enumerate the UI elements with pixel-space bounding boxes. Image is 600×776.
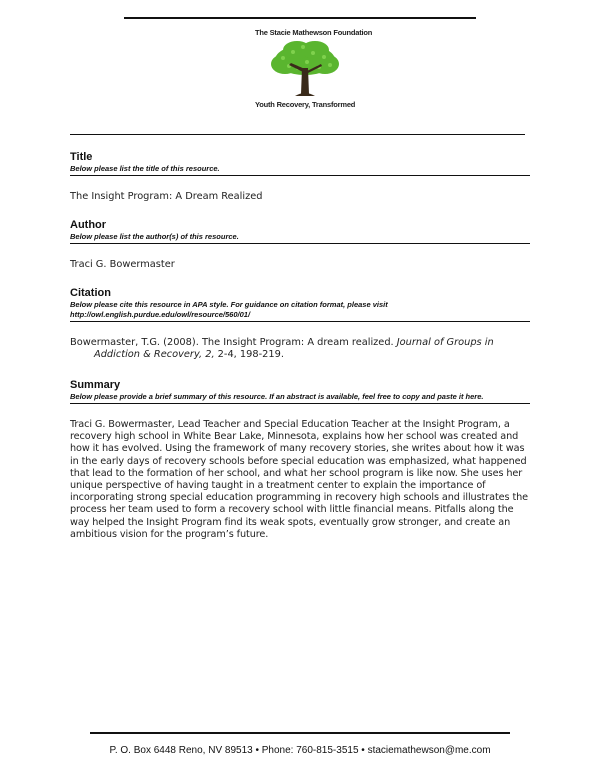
citation-authors-title: Bowermaster, T.G. (2008). The Insight Program: A dream realized. <box>70 337 397 348</box>
citation-guide-link[interactable]: http://owl.english.purdue.edu/owl/resource/560/01/ <box>70 310 251 319</box>
citation-instruction: Below please cite this resource in APA style. For guidance on citation format, please visit <box>70 300 388 309</box>
foundation-logo <box>255 28 373 112</box>
citation-value <box>70 337 530 361</box>
title-section <box>70 151 530 203</box>
title-instruction: Below please list the title of this resource. <box>70 164 220 173</box>
footer-rule <box>90 732 510 734</box>
summary-value: Traci G. Bowermaster, Lead Teacher and Special Education Teacher at the Insight Program, a recovery high school in White Bear Lake, Minnesota, explains how her school was created and how it has evolved. Using the framework of many recovery stories, she writes about how it was in the early days of recovery schools before special education was emphasized, what happened that lead to the formation of her school, and what her school program is like now. She uses her unique perspective of having taught in a treatment center to explain the importance of incorporating strong special education programming in recovery high schools and illustrates the process her team used to form a recovery school with little financial means. Pitfalls along the way helped the Insight Program find its weak spots, eventually grow stronger, and create an ambitious vision for the program’s future. <box>70 419 529 540</box>
summary-section <box>70 379 530 541</box>
author-value: Traci G. Bowermaster <box>70 259 175 270</box>
summary-heading: Summary <box>70 379 121 391</box>
logo-tagline: Youth Recovery, Transformed <box>255 100 356 109</box>
citation-heading: Citation <box>70 287 111 299</box>
tree-icon <box>267 38 343 100</box>
header-rule <box>124 17 476 19</box>
footer-contact: P. O. Box 6448 Reno, NV 89513 • Phone: 760-815-3515 • staciemathewson@me.com <box>109 745 491 756</box>
summary-instruction: Below please provide a brief summary of this resource. If an abstract is available, feel free to copy and paste it here. <box>70 392 484 401</box>
citation-journal: Journal of Groups in Addiction & Recovery, 2, <box>94 337 494 360</box>
citation-pages: 2-4, 198-219. <box>214 349 284 360</box>
citation-rule <box>70 321 530 322</box>
summary-rule <box>70 403 530 404</box>
author-rule <box>70 243 530 244</box>
title-rule <box>70 175 530 176</box>
header-divider <box>70 134 525 135</box>
logo-title: The Stacie Mathewson Foundation <box>255 28 373 37</box>
author-instruction: Below please list the author(s) of this resource. <box>70 232 239 241</box>
author-heading: Author <box>70 219 107 231</box>
author-section <box>70 219 530 271</box>
title-value: The Insight Program: A Dream Realized <box>70 191 263 202</box>
citation-section <box>70 287 530 361</box>
title-heading: Title <box>70 151 93 163</box>
